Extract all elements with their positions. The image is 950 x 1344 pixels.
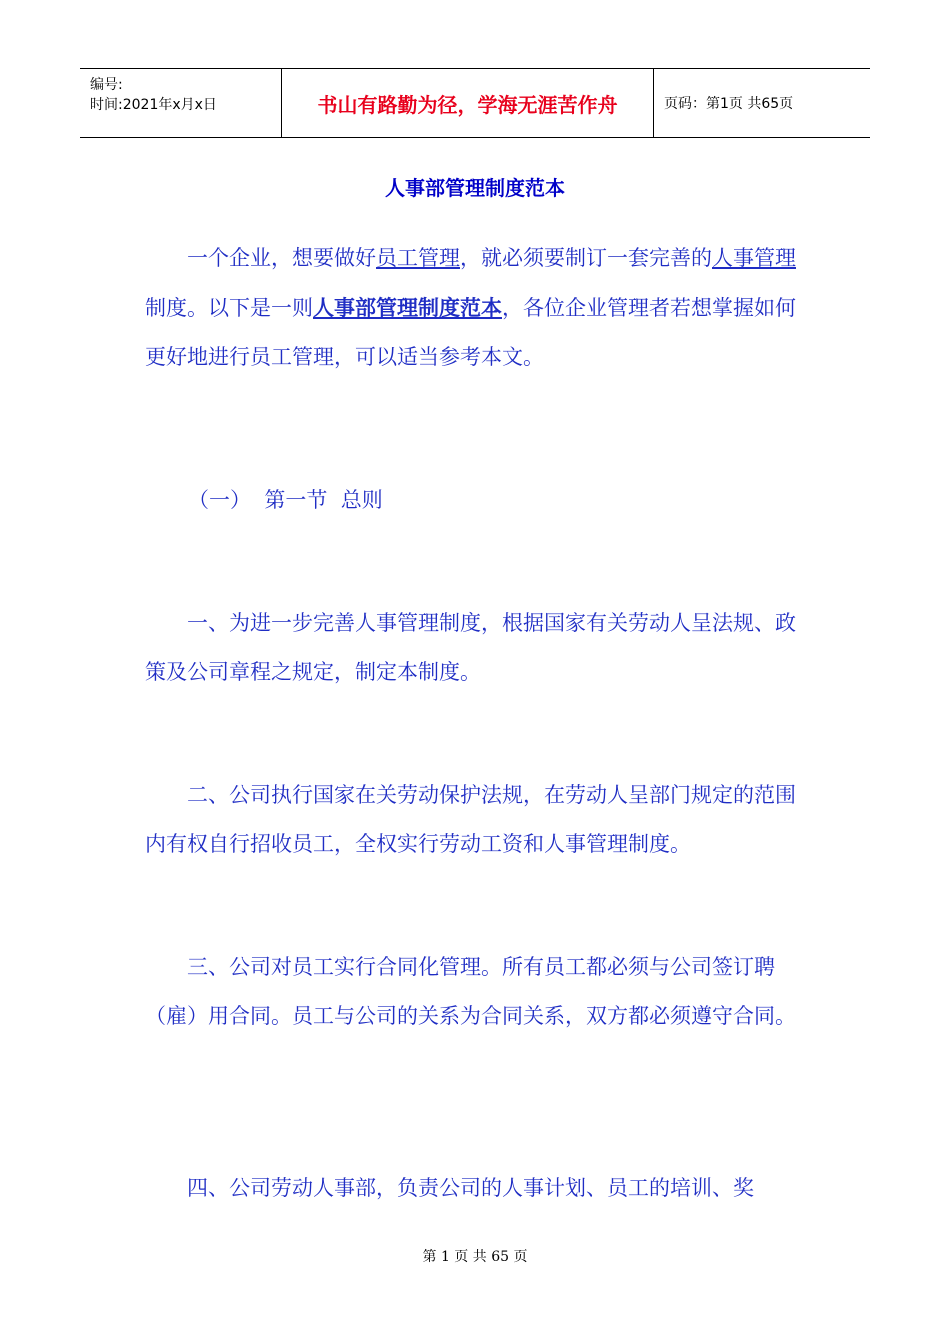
article-2: 二、公司执行国家在关劳动保护法规，在劳动人呈部门规定的范围内有权自行招收员工，全权实行劳动工资和人事管理制度。: [145, 783, 796, 856]
intro-text-2: ，就必须要制订一套完善的: [460, 246, 712, 270]
section-number: （一）: [188, 488, 251, 512]
article-3: 三、公司对员工实行合同化管理。所有员工都必须与公司签订聘（雇）用合同。员工与公司的关系为合同关系，双方都必须遵守合同。: [145, 955, 796, 1028]
article-1: 一、为进一步完善人事管理制度，根据国家有关劳动人呈法规、政策及公司章程之规定，制定本制度。: [145, 611, 796, 684]
intro-text-1: 一个企业，想要做好: [187, 246, 376, 270]
page-info-cell: [654, 69, 870, 137]
section-heading: [188, 484, 383, 514]
number-label: 编号:: [90, 77, 123, 93]
hr-management-link[interactable]: 人事管理: [712, 246, 796, 270]
page-footer: 第 1 页 共 65 页: [422, 1249, 528, 1265]
motto-cell: [281, 69, 654, 137]
page-info-text: 页码：第1页 共65页: [664, 96, 794, 112]
header-table: [80, 68, 870, 138]
intro-paragraph: [145, 234, 805, 382]
header-meta-cell: [80, 69, 281, 137]
intro-text-4: ，各位企业管理者若想掌握如何更好地进行员工管理，可以适当参考本文。: [145, 296, 796, 369]
intro-text-3: 制度。以下是一则: [145, 296, 313, 320]
section-title: 第一节 总则: [264, 488, 383, 512]
hr-policy-template-link[interactable]: 人事部管理制度范本: [313, 295, 502, 320]
article-4: 四、公司劳动人事部，负责公司的人事计划、员工的培训、奖: [187, 1176, 754, 1200]
motto-text: 书山有路勤为径，学海无涯苦作舟: [317, 92, 618, 117]
time-label: 时间:2021年x月x日: [90, 97, 217, 113]
employee-management-link[interactable]: 员工管理: [376, 246, 460, 270]
document-title: 人事部管理制度范本: [385, 176, 565, 200]
